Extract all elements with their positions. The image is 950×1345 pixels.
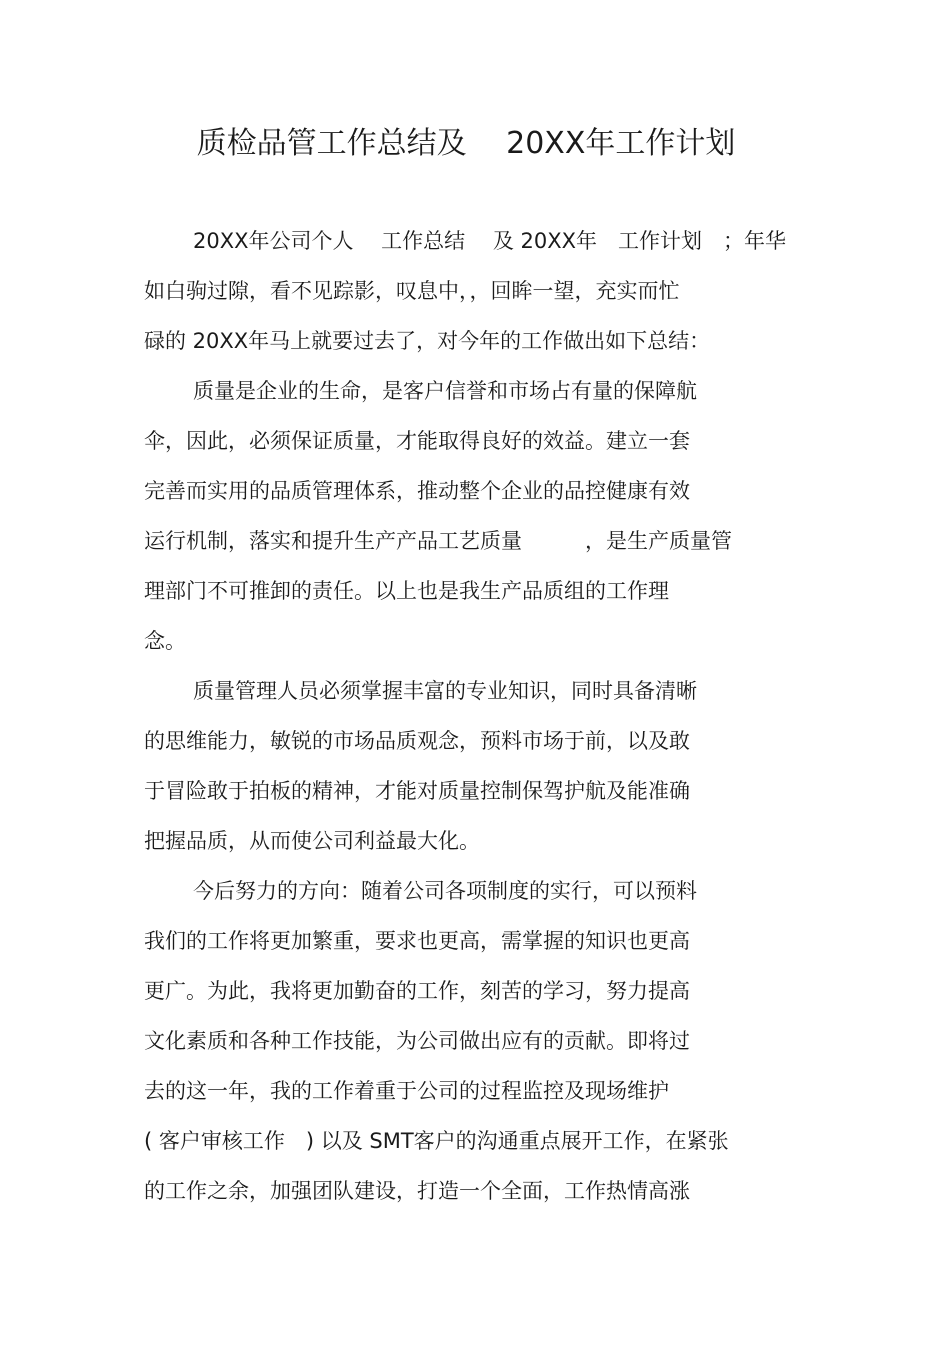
body-line: 念。	[144, 629, 186, 653]
body-line: ( 客户审核工作 ) 以及 SMT客户的沟通重点展开工作，在紧张	[144, 1129, 729, 1153]
body-line: 运行机制，落实和提升生产产品工艺质量 ，是生产质量管	[144, 529, 732, 553]
body-line: 把握品质，从而使公司利益最大化。	[144, 829, 480, 853]
body-line: 完善而实用的品质管理体系，推动整个企业的品控健康有效	[144, 479, 690, 503]
body-line: 今后努力的方向：随着公司各项制度的实行，可以预料	[193, 879, 697, 903]
body-line: 20XX年公司个人 工作总结 及 20XX年 工作计划 ；年华	[193, 229, 787, 253]
body-line: 文化素质和各种工作技能，为公司做出应有的贡献。即将过	[144, 1029, 690, 1053]
body-line: 质量是企业的生命，是客户信誉和市场占有量的保障航	[193, 379, 697, 403]
body-line: 质量管理人员必须掌握丰富的专业知识，同时具备清晰	[193, 679, 697, 703]
body-line: 碌的 20XX年马上就要过去了，对今年的工作做出如下总结：	[144, 329, 711, 353]
body-line: 的思维能力，敏锐的市场品质观念，预料市场于前，以及敢	[144, 729, 690, 753]
body-line: 于冒险敢于拍板的精神，才能对质量控制保驾护航及能准确	[144, 779, 690, 803]
body-line: 理部门不可推卸的责任。以上也是我生产品质组的工作理	[144, 579, 669, 603]
body-line: 伞，因此，必须保证质量，才能取得良好的效益。建立一套	[144, 429, 690, 453]
page-title: 质检品管工作总结及 20XX年工作计划	[196, 126, 736, 161]
body-line: 的工作之余，加强团队建设，打造一个全面，工作热情高涨	[144, 1179, 690, 1203]
body-line: 更广。为此，我将更加勤奋的工作，刻苦的学习，努力提高	[144, 979, 690, 1003]
body-line: 如白驹过隙，看不见踪影，叹息中，，回眸一望，充实而忙	[144, 279, 680, 303]
body-line: 去的这一年，我的工作着重于公司的过程监控及现场维护	[144, 1079, 669, 1103]
body-line: 我们的工作将更加繁重，要求也更高，需掌握的知识也更高	[144, 929, 690, 953]
